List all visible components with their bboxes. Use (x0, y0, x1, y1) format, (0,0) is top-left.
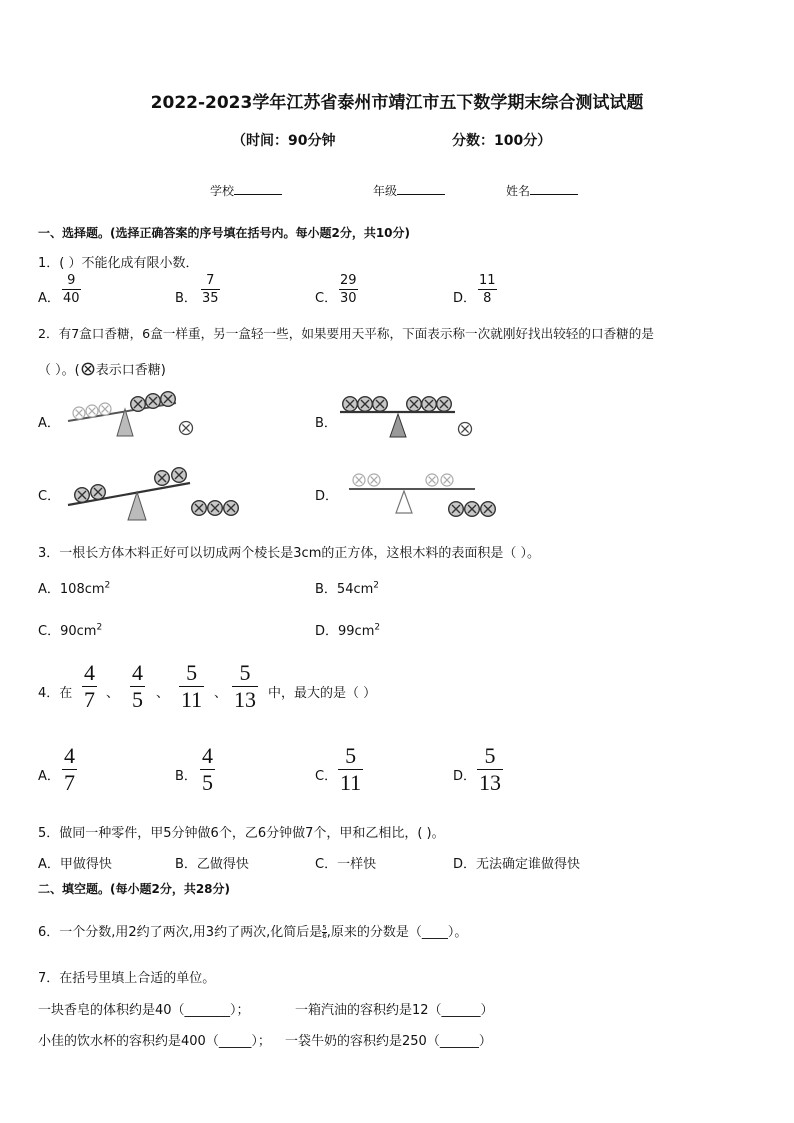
question-4-suffix: 中，最大的是（ ） (268, 686, 377, 701)
q6-fraction: $\frac{5}{6}$ (322, 924, 327, 940)
balance-a (68, 392, 193, 436)
question-2: 2．有7盒口香糖，6盒一样重，另一盒轻一些，如果要用天平称，下面表示称一次就刚好找出较轻的口香糖的是 (38, 326, 654, 341)
q4-option-c-fraction: 5 11 (340, 743, 362, 795)
q7-blank-3[interactable]: 小佳的饮水杯的容积约是400（_____）； (38, 1034, 271, 1049)
q4-fraction-1: 4 7 (84, 660, 95, 712)
q4-option-d[interactable]: D． (453, 769, 477, 784)
q4-option-a-fraction: 4 7 (64, 743, 75, 795)
q4-separator: 、 (106, 686, 120, 701)
q1-fraction-c: 29 30 (340, 273, 357, 306)
q3-option-b[interactable]: B．$54cm^2$ (315, 580, 380, 597)
q4-option-d-fraction: 5 13 (479, 743, 501, 795)
q5-option-a[interactable]: A．甲做得快 (38, 857, 112, 872)
balance-c (68, 468, 238, 520)
q5-option-d[interactable]: D．无法确定谁做得快 (453, 857, 581, 872)
question-7: 7．在括号里填上合适的单位。 (38, 971, 216, 986)
q3-option-a[interactable]: A．$108cm^2$ (38, 580, 111, 597)
question-4-prefix: 4．在 (38, 686, 73, 701)
school-field[interactable]: 学校 (210, 182, 282, 199)
q7-blank-4[interactable]: 一袋牛奶的容积约是250（______） (285, 1034, 492, 1049)
q1-option-a[interactable]: A． (38, 291, 60, 306)
score-label: 分数：100分） (452, 133, 552, 149)
q7-blank-2[interactable]: 一箱汽油的容积约是12（______） (295, 1003, 494, 1018)
question-3: 3．一根长方体木料正好可以切成两个棱长是3cm的正方体，这根木料的表面积是（ ）。 (38, 546, 540, 561)
q5-option-c[interactable]: C．一样快 (315, 857, 377, 872)
q2-option-c[interactable]: C． (38, 489, 61, 504)
balance-d (349, 474, 495, 516)
q1-fraction-d: 11 8 (479, 273, 496, 306)
q4-option-c[interactable]: C． (315, 769, 338, 784)
name-field[interactable]: 姓名 (506, 182, 578, 199)
q7-blank-1[interactable]: 一块香皂的体积约是40（_______）； (38, 1003, 250, 1018)
q4-option-a[interactable]: A． (38, 769, 60, 784)
question-5: 5．做同一种零件，甲5分钟做6个，乙6分钟做7个，甲和乙相比，( )。 (38, 826, 445, 841)
q1-fraction-a: 9 40 (63, 273, 80, 306)
q4-separator: 、 (214, 686, 228, 701)
q4-option-b[interactable]: B． (175, 769, 197, 784)
q1-option-d[interactable]: D． (453, 291, 477, 306)
question-6: 6．一个分数,用2约了两次,用3约了两次,化简后是 $\frac{5}{6}$ ,原来的分数是（____）。 (38, 924, 468, 940)
section-heading: 二、填空题。(每小题2分，共28分) (38, 882, 231, 896)
q1-option-b[interactable]: B． (175, 291, 197, 306)
q4-fraction-2: 4 5 (132, 660, 143, 712)
q4-fraction-3: 5 11 (181, 660, 203, 712)
q2-balance-illustrations (0, 0, 794, 540)
q3-option-d[interactable]: D．$99cm^2$ (315, 622, 381, 639)
q1-fraction-b: 7 35 (202, 273, 219, 306)
q4-option-b-fraction: 4 5 (202, 743, 213, 795)
grade-field[interactable]: 年级 (373, 182, 445, 199)
q5-option-b[interactable]: B．乙做得快 (175, 857, 249, 872)
q2-option-b[interactable]: B． (315, 416, 337, 431)
q1-option-c[interactable]: C． (315, 291, 338, 306)
question-2-line2: （ ）。( 表示口香糖) (38, 363, 166, 378)
q4-fraction-4: 5 13 (234, 660, 256, 712)
time-label: （时间：90分钟 (232, 133, 336, 149)
question-1: 1．( ）不能化成有限小数． (38, 256, 199, 271)
page-title: 2022-2023学年江苏省泰州市靖江市五下数学期末综合测试试题 (150, 93, 644, 113)
section-heading: 一、选择题。(选择正确答案的序号填在括号内。每小题2分，共10分) (38, 226, 411, 240)
balance-b (340, 397, 472, 437)
q2-option-a[interactable]: A． (38, 416, 60, 431)
q4-separator: 、 (156, 686, 170, 701)
q3-option-c[interactable]: C．$90cm^2$ (38, 622, 103, 639)
q2-option-d[interactable]: D． (315, 489, 339, 504)
